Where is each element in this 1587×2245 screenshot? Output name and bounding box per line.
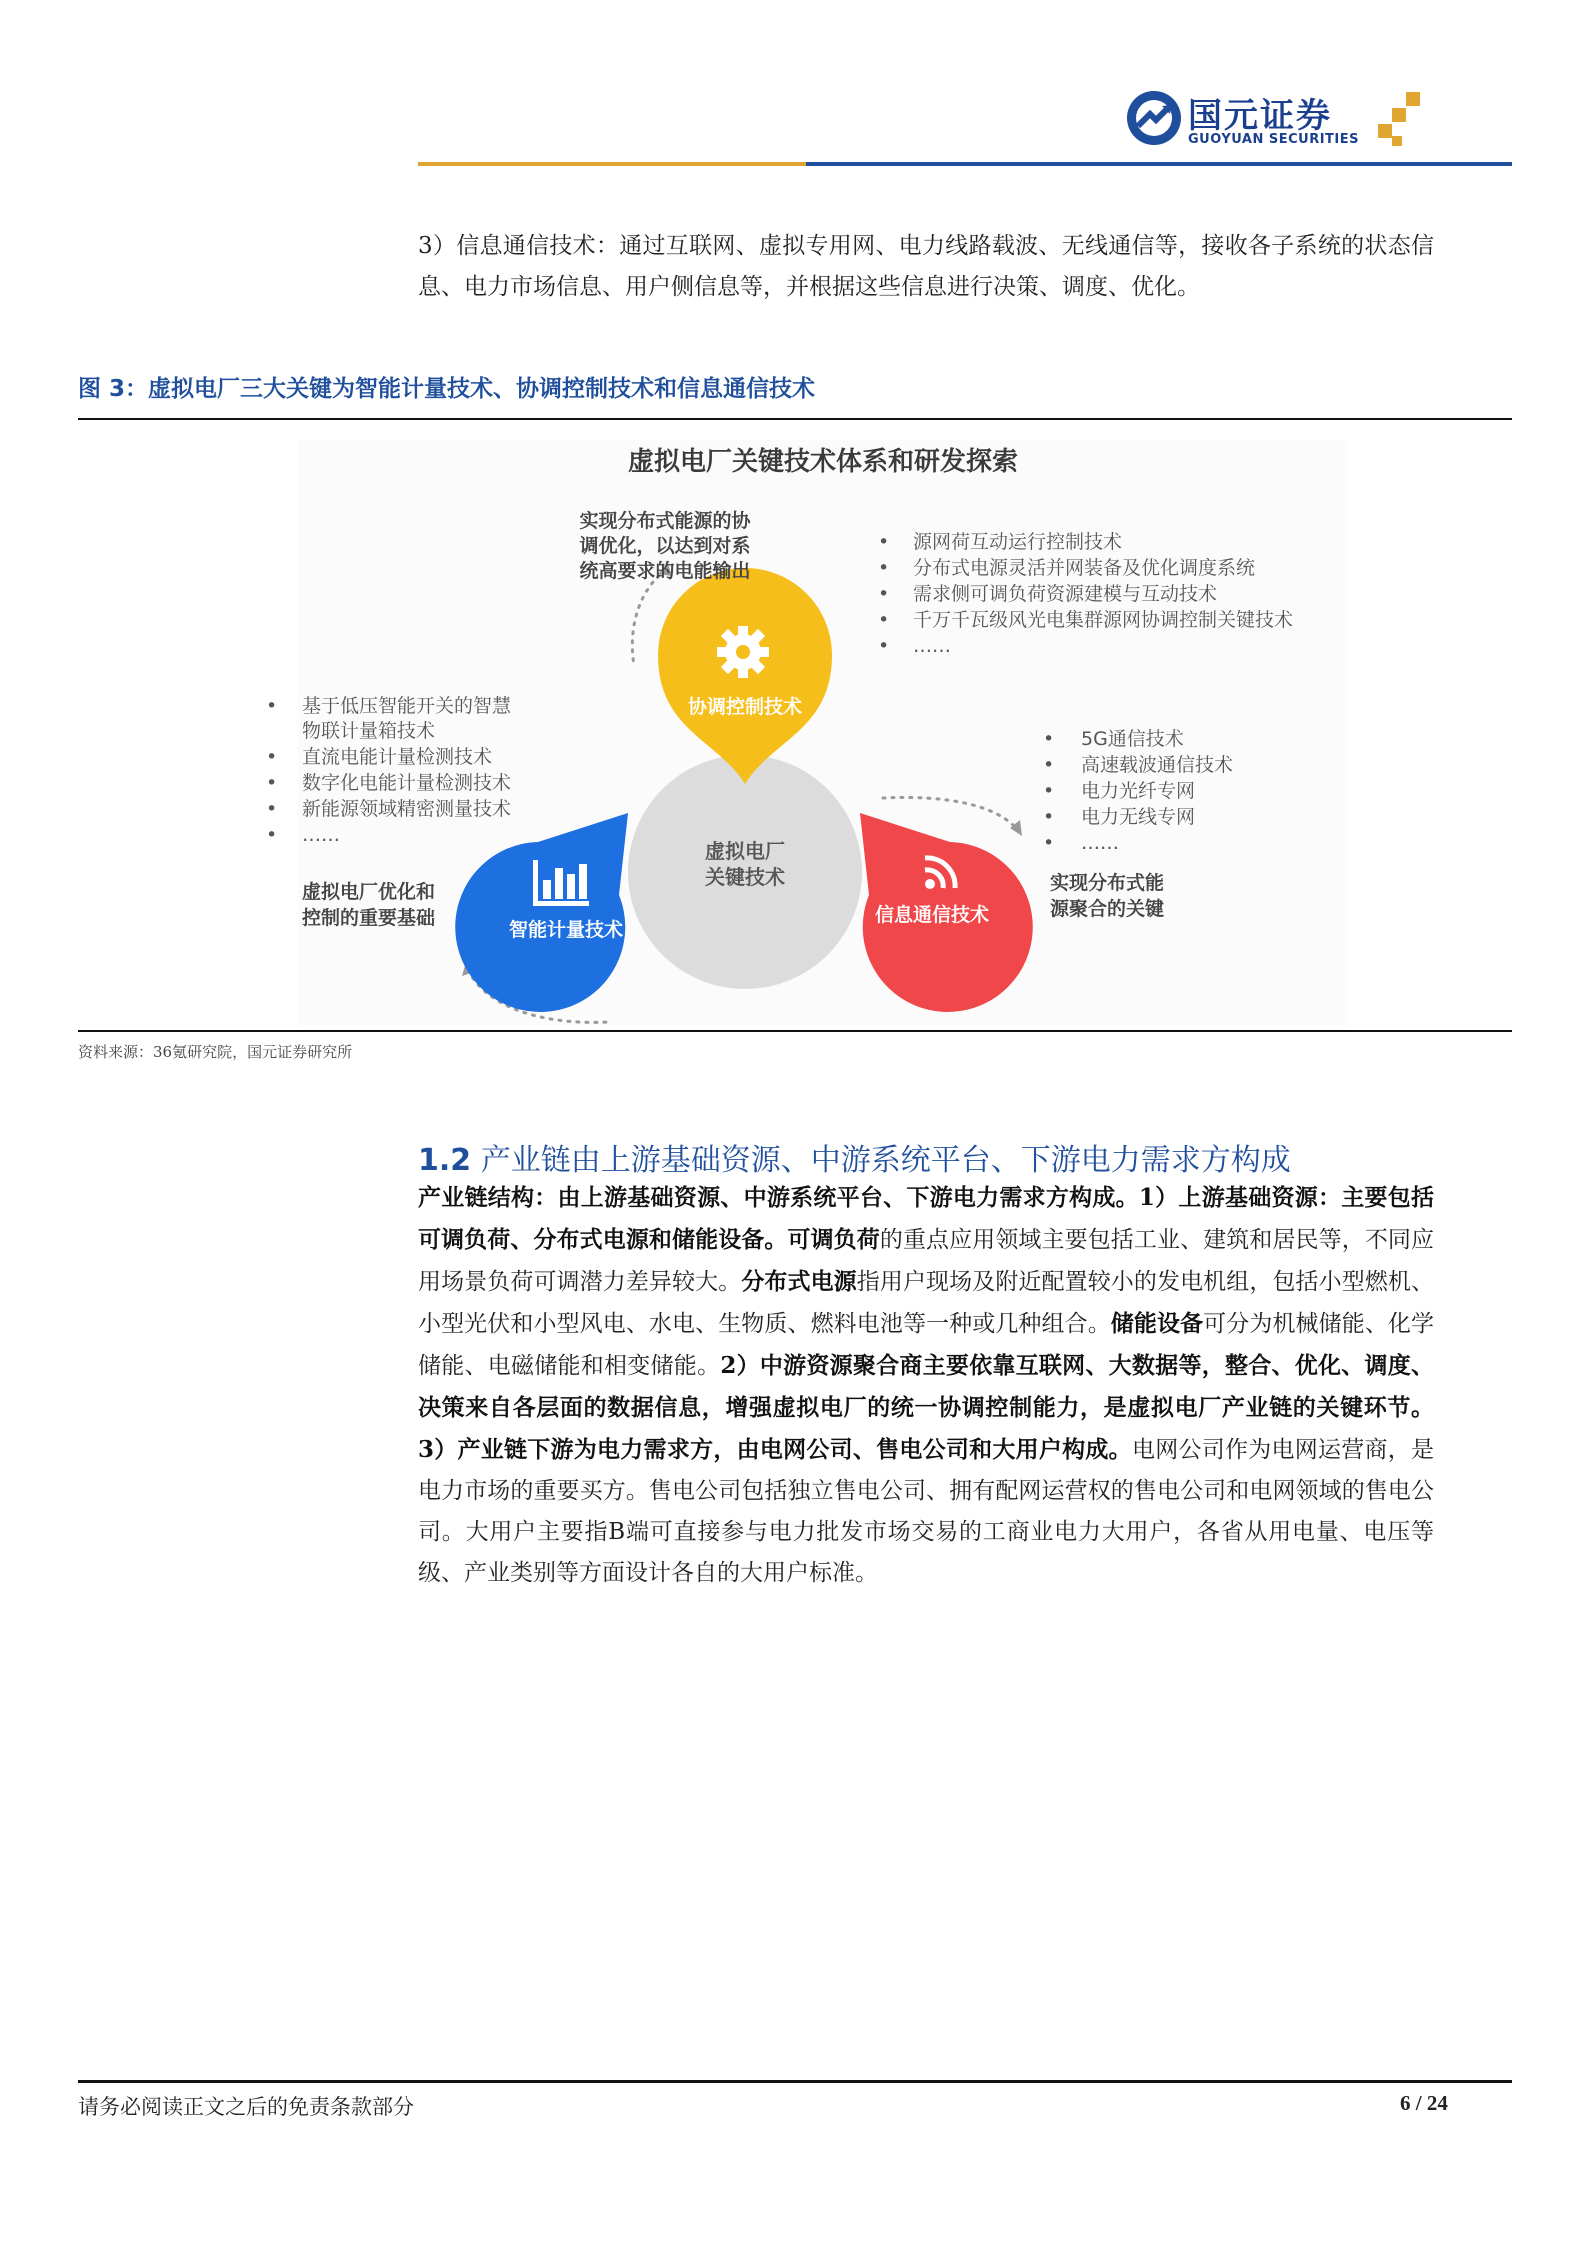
paragraph-bold-run: 2）中游资源聚合商主要依靠互联网、大数据等，整合、优化、调度、决策来自各层面的数据信息，增强虚拟电厂的统一协调控制能力，是虚拟电厂产业链的关键环节。3）产业链下游为电力需求方，由电网公司、售电公司和大用户构成。 [418, 1352, 1434, 1463]
figure-bottom-rule [78, 1030, 1512, 1032]
coord-label: 协调控制技术 [687, 696, 803, 718]
meter-goal-line: 控制的重要基础 [302, 907, 436, 929]
comm-bullet: • [1043, 806, 1055, 828]
footer-disclaimer: 请务必阅读正文之后的免责条款部分 [78, 2095, 414, 2119]
meter-item: …… [302, 824, 340, 846]
coord-item: 千万千瓦级风光电集群源网协调控制关键技术 [913, 609, 1294, 631]
logo-english-name: GUOYUAN SECURITIES [1188, 132, 1359, 147]
logo-chinese-name: 国元证券 [1188, 96, 1332, 136]
section-number: 1.2 [418, 1143, 472, 1178]
comm-bullet: • [1043, 780, 1055, 802]
meter-label: 智能计量技术 [508, 919, 624, 941]
coord-bullet: • [878, 583, 890, 605]
figure-source: 资料来源：36氪研究院，国元证券研究所 [78, 1043, 353, 1061]
paragraph-run: 可分为机械储能、化学储能、电磁储能和相变储能。 [418, 1311, 1435, 1379]
meter-bullet: • [266, 798, 278, 820]
figure-caption: 图 3：虚拟电厂三大关键为智能计量技术、协调控制技术和信息通信技术 [78, 376, 816, 402]
footer-rule [78, 2080, 1512, 2083]
meter-item: 直流电能计量检测技术 [302, 746, 493, 768]
industry-chain-paragraph [418, 1177, 1434, 1594]
coord-goal-line: 调优化，以达到对系 [579, 535, 751, 557]
coord-goal-line: 统高要求的电能输出 [579, 560, 751, 582]
figure-top-rule [78, 418, 1512, 420]
meter-bullet: • [266, 772, 278, 794]
center-label-line1: 虚拟电厂 [705, 839, 785, 863]
meter-bullet: • [266, 824, 278, 846]
key-tech-diagram [266, 440, 1348, 1025]
comm-label: 信息通信技术 [874, 904, 990, 926]
section-heading [418, 1135, 1291, 1179]
logo-squares-icon [1376, 92, 1436, 152]
intro-paragraph: 3）信息通信技术：通过互联网、虚拟专用网、电力线路载波、无线通信等，接收各子系统的状态信息、电力市场信息、用户侧信息等，并根据这些信息进行决策、调度、优化。 [418, 233, 1434, 300]
comm-item: 5G通信技术 [1081, 728, 1184, 750]
meter-item: 数字化电能计量检测技术 [302, 772, 512, 794]
page-number: 6 / 24 [1400, 2091, 1448, 2115]
meter-item: 物联计量箱技术 [302, 720, 436, 742]
coord-item: 源网荷互动运行控制技术 [913, 531, 1123, 553]
center-label-line2: 关键技术 [705, 865, 785, 889]
company-logo [1124, 86, 1434, 152]
logo-emblem-icon [1124, 88, 1184, 148]
coord-bullet: • [878, 531, 890, 553]
comm-bullet: • [1043, 754, 1055, 776]
paragraph-bold-run: 储能设备 [1110, 1310, 1204, 1337]
meter-goal-line: 虚拟电厂优化和 [302, 881, 436, 903]
meter-item: 新能源领域精密测量技术 [302, 798, 512, 820]
meter-bullet: • [266, 746, 278, 768]
meter-item: 基于低压智能开关的智慧 [302, 695, 512, 717]
meter-bullet: • [266, 695, 278, 717]
comm-bullet: • [1043, 728, 1055, 750]
paragraph-bold-run: 产业链结构：由上游基础资源、中游系统平台、下游电力需求方构成。1）上游基础资源：主要包括可调负荷、分布式电源和储能设备。 [418, 1184, 1434, 1253]
comm-bullet: • [1043, 832, 1055, 854]
comm-goal-line: 实现分布式能 [1050, 872, 1165, 894]
coord-bullet: • [878, 557, 890, 579]
comm-item: 电力光纤专网 [1081, 780, 1196, 802]
header-rule-blue [806, 162, 1512, 166]
header-rule-gold [418, 162, 806, 166]
diagram-title: 虚拟电厂关键技术体系和研发探索 [627, 447, 1019, 477]
coord-item: …… [913, 635, 951, 657]
comm-goal-line: 源聚合的关键 [1050, 898, 1165, 920]
section-title: 产业链由上游基础资源、中游系统平台、下游电力需求方构成 [480, 1143, 1291, 1178]
coord-goal-line: 实现分布式能源的协 [579, 510, 751, 532]
coord-bullet: • [878, 609, 890, 631]
paragraph-bold-run: 分布式电源 [741, 1268, 857, 1295]
comm-item: …… [1081, 832, 1119, 854]
paragraph-run: 的重点应用领域主要包括工业、建筑和居民等，不同应用场景负荷可调潜力差异较大。 [418, 1227, 1435, 1295]
paragraph-run: 电网公司作为电网运营商，是电力市场的重要买方。售电公司包括独立售电公司、拥有配网运营权的售电公司和电网领域的售电公司。大用户主要指B端可直接参与电力批发市场交易的工商业电力大用户，各省从用电量、电压等级、产业类别等方面设计各自的大用户标准。 [418, 1437, 1435, 1586]
coord-item: 分布式电源灵活并网装备及优化调度系统 [913, 557, 1256, 579]
paragraph-run: 指用户现场及附近配置较小的发电机组，包括小型燃机、小型光伏和小型风电、水电、生物质、燃料电池等一种或几种组合。 [418, 1269, 1435, 1337]
comm-item: 高速载波通信技术 [1081, 754, 1234, 776]
gear-icon [717, 626, 769, 678]
paragraph-bold-run: 可调负荷 [787, 1226, 880, 1253]
comm-item: 电力无线专网 [1081, 806, 1196, 828]
coord-item: 需求侧可调负荷资源建模与互动技术 [913, 583, 1218, 605]
coord-bullet: • [878, 635, 890, 657]
